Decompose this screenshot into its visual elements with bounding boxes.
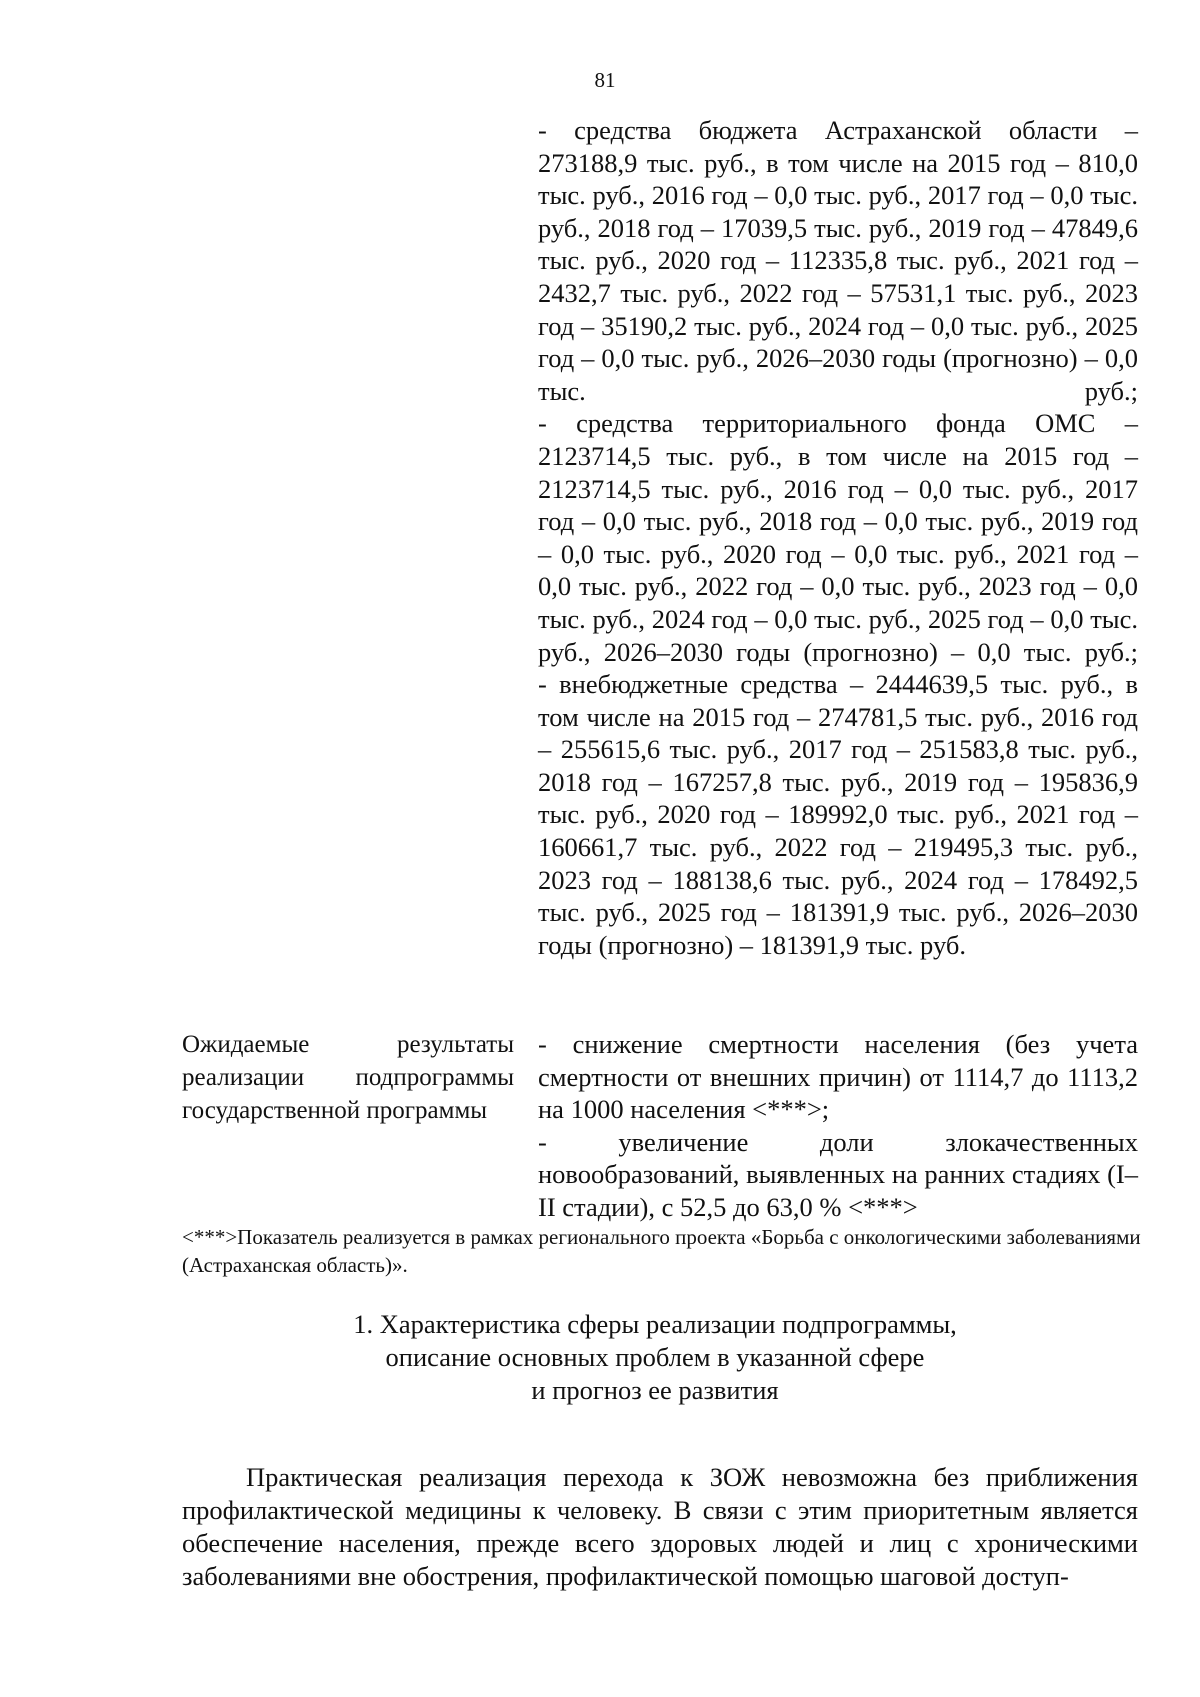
funding-territorial-oms-fund: - средства территориального фонда ОМС – 2123714,5 тыс. руб., в том числе на 2015 год – 2123714,5 тыс. руб., 2016 год – 0,0 тыс. руб., 2017 год – 0,0 тыс. руб., 2018 год – 0,0 тыс. руб., 2019 год – 0,0 тыс. руб., 2020 год – 0,0 тыс. руб., 2021 год – 0,0 тыс. руб., 2022 год – 0,0 тыс. руб., 2023 год – 0,0 тыс. руб., 2024 год – 0,0 тыс. руб., 2025 год – 0,0 тыс. руб., 2026–2030 годы (прогнозно) – 0,0 тыс. руб.;	[538, 408, 1138, 667]
page-number: 81	[594, 68, 616, 92]
section-heading	[0, 1308, 1200, 1407]
funding-regional-budget: - средства бюджета Астраханской области – 273188,9 тыс. руб., в том числе на 2015 год – 810,0 тыс. руб., 2016 год – 0,0 тыс. руб., 2017 год – 0,0 тыс. руб., 2018 год – 17039,5 тыс. руб., 2019 год – 47849,6 тыс. руб., 2020 год – 112335,8 тыс. руб., 2021 год – 2432,7 тыс. руб., 2022 год – 57531,1 тыс. руб., 2023 год – 35190,2 тыс. руб., 2024 год – 0,0 тыс. руб., 2025 год – 0,0 тыс. руб., 2026–2030 годы (прогнозно) – 0,0 тыс. руб.;	[538, 115, 1138, 406]
footnote: <***>Показатель реализуется в рамках регионального проекта «Борьба с онкологическими заболеваниями (Астраханская область)».	[182, 1225, 1141, 1277]
section-heading-line: 1. Характеристика сферы реализации подпрограммы,	[353, 1309, 957, 1339]
section-heading-line: описание основных проблем в указанной сфере	[385, 1342, 925, 1372]
section-heading-line: и прогноз ее развития	[531, 1375, 779, 1405]
result-item-oncology: - увеличение доли злокачественных новообразований, выявленных на ранних стадиях (I–II стадии), с 52,5 до 63,0 % <***>	[538, 1126, 1138, 1222]
funding-extrabudgetary: - внебюджетные средства – 2444639,5 тыс. руб., в том числе на 2015 год – 274781,5 тыс. руб., 2016 год – 255615,6 тыс. руб., 2017 год – 251583,8 тыс. руб., 2018 год – 167257,8 тыс. руб., 2019 год – 195836,9 тыс. руб., 2020 год – 189992,0 тыс. руб., 2021 год – 160661,7 тыс. руб., 2022 год – 219495,3 тыс. руб., 2023 год – 188138,6 тыс. руб., 2024 год – 178492,5 тыс. руб., 2025 год – 181391,9 тыс. руб., 2026–2030 годы (прогнозно) – 181391,9 тыс. руб.	[538, 669, 1138, 960]
expected-results-value	[538, 1028, 1138, 1224]
result-item-mortality: - снижение смертности населения (без учета смертности от внешних причин) от 1114,7 до 1113,2 на 1000 населения <***>;	[538, 1029, 1138, 1125]
funding-sources-block	[538, 114, 1138, 961]
body-paragraph: Практическая реализация перехода к ЗОЖ невозможна без приближения профилактической медицины к человеку. В связи с этим приоритетным является обеспечение населения, прежде всего здоровых людей и лиц с хроническими заболеваниями вне обострения, профилактической помощью шаговой доступ-	[182, 1461, 1138, 1591]
expected-results-label: Ожидаемые результаты реализации подпрограммы государственной программы	[182, 1031, 514, 1124]
